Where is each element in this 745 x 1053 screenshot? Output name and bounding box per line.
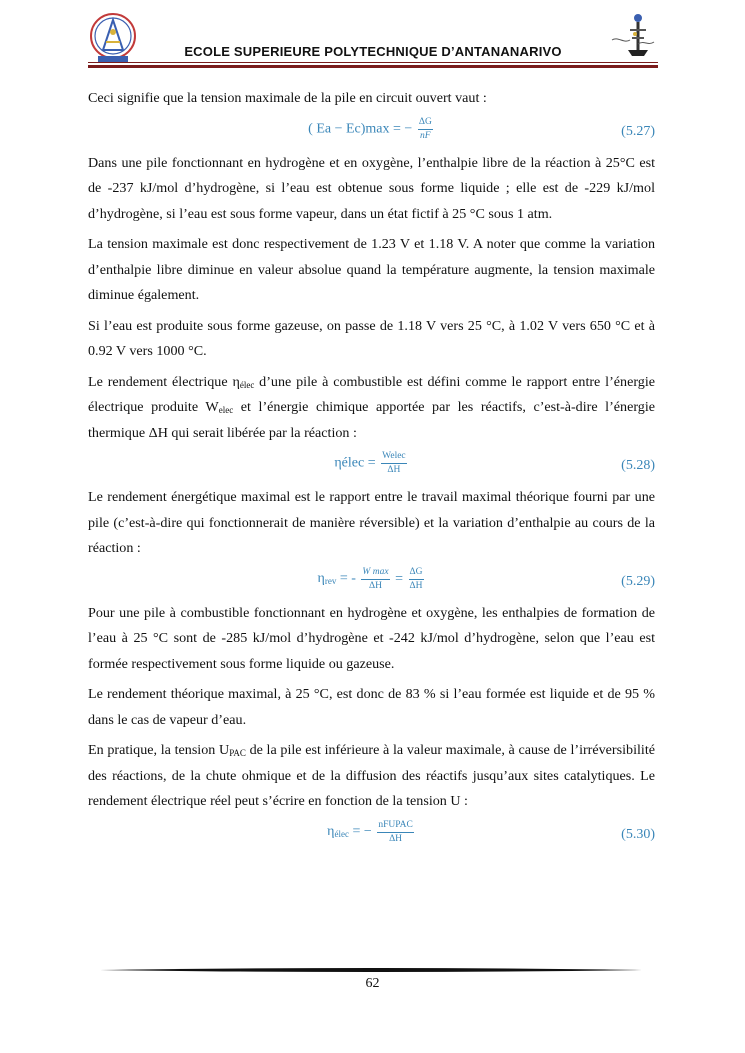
equation-lhs: ηélec = bbox=[334, 455, 376, 471]
numerator: W max bbox=[361, 567, 389, 580]
page-header bbox=[88, 8, 658, 70]
fraction bbox=[361, 567, 389, 592]
school-name: ECOLE SUPERIEURE POLYTECHNIQUE D’ANTANANARIVO bbox=[184, 44, 562, 59]
numerator: nFUPAC bbox=[377, 820, 414, 833]
page-body bbox=[88, 86, 655, 854]
equation-5-27 bbox=[88, 117, 655, 147]
equation-lhs: $\eta_{rev}$ = - bbox=[317, 571, 356, 586]
paragraph: Pour une pile à combustible fonctionnant en hydrogène et oxygène, les enthalpies de formation de l’eau à 25 °C sont de -285 kJ/mol d’hydrogène et -242 kJ/mol d’hydrogène, selon que l’eau est formée respectivement sous forme liquide ou gazeuse. bbox=[88, 604, 655, 672]
denominator: ΔH bbox=[389, 833, 403, 844]
equation-lhs: ( Ea − Ec)max = − bbox=[308, 121, 413, 136]
fraction bbox=[418, 117, 433, 142]
paragraph: Dans une pile fonctionnant en hydrogène et en oxygène, l’enthalpie libre de la réaction à 25°C est de -237 kJ/mol d’hydrogène, si l’eau est obtenue sous forme liquide ; elle est de -229 kJ/mol d’hydrogène, si l’eau est sous forme vapeur, dans un état fictif à 25 °C sous 1 atm. bbox=[88, 154, 655, 222]
paragraph: Ceci signifie que la tension maximale de la pile en circuit ouvert vaut : bbox=[88, 90, 487, 106]
denominator: ΔH bbox=[387, 465, 401, 475]
header-rule-thick bbox=[88, 65, 658, 68]
equals-sign: = bbox=[395, 571, 403, 586]
paragraph: Le rendement théorique maximal, à 25 °C, est donc de 83 % si l’eau formée est liquide et de 95 % dans le cas de vapeur d’eau. bbox=[88, 686, 655, 728]
paragraph: Si l’eau est produite sous forme gazeuse, on passe de 1.18 V vers 25 °C, à 1.02 V vers 650 °C et à 0.92 V vers 1000 °C. bbox=[88, 317, 655, 359]
paragraph: Le rendement énergétique maximal est le rapport entre le travail maximal théorique fourni par une pile (c’est-à-dire qui fonctionnerait de manière réversible) et la variation d’enthalpie au cours de la réaction : bbox=[88, 489, 655, 556]
denominator: ΔH bbox=[409, 580, 423, 591]
page-number: 62 bbox=[365, 976, 380, 991]
equation-lhs: $\eta_{élec}$ = − bbox=[327, 824, 372, 839]
equation-5-30 bbox=[88, 820, 655, 850]
denominator: ΔH bbox=[368, 580, 382, 591]
fraction bbox=[377, 820, 414, 845]
footer-rule bbox=[100, 966, 642, 974]
equation-number: (5.29) bbox=[621, 573, 655, 589]
header-rule-thin bbox=[88, 62, 658, 63]
equation-number: (5.28) bbox=[621, 458, 655, 473]
denominator: nF bbox=[420, 130, 431, 141]
numerator: ΔG bbox=[418, 117, 433, 130]
department-logo-right bbox=[608, 10, 656, 64]
equation-number: (5.30) bbox=[621, 826, 655, 842]
numerator: Welec bbox=[381, 451, 407, 464]
equation-5-28 bbox=[88, 451, 655, 481]
equation-5-29 bbox=[88, 567, 655, 597]
fraction bbox=[409, 567, 424, 592]
paragraph: La tension maximale est donc respectivement de 1.23 V et 1.18 V. A noter que comme la variation d’enthalpie libre diminue en valeur absolue quand la température augmente, la tension maximale diminue également. bbox=[88, 236, 655, 303]
numerator: ΔG bbox=[409, 567, 424, 580]
paragraph: En pratique, la tension $U_{PAC}$ de la pile est inférieure à la valeur maximale, à cause de l’irréversibilité des réactions, de la chute ohmique et de la diffusion des réactifs jusqu’aux sites catalytiques. Le rendement électrique réel peut s’écrire en fonction de la tension U : bbox=[88, 742, 655, 809]
fraction bbox=[381, 451, 407, 476]
paragraph: Le rendement électrique $\eta_{élec}$ d’une pile à combustible est défini comme le rapport entre l’énergie électrique produite $W_{elec}$ et l’énergie chimique apportée par les réactifs, c’est-à-dire l’énergie thermique ΔH qui serait libérée par la réaction : bbox=[88, 373, 655, 441]
equation-number: (5.27) bbox=[621, 123, 655, 139]
